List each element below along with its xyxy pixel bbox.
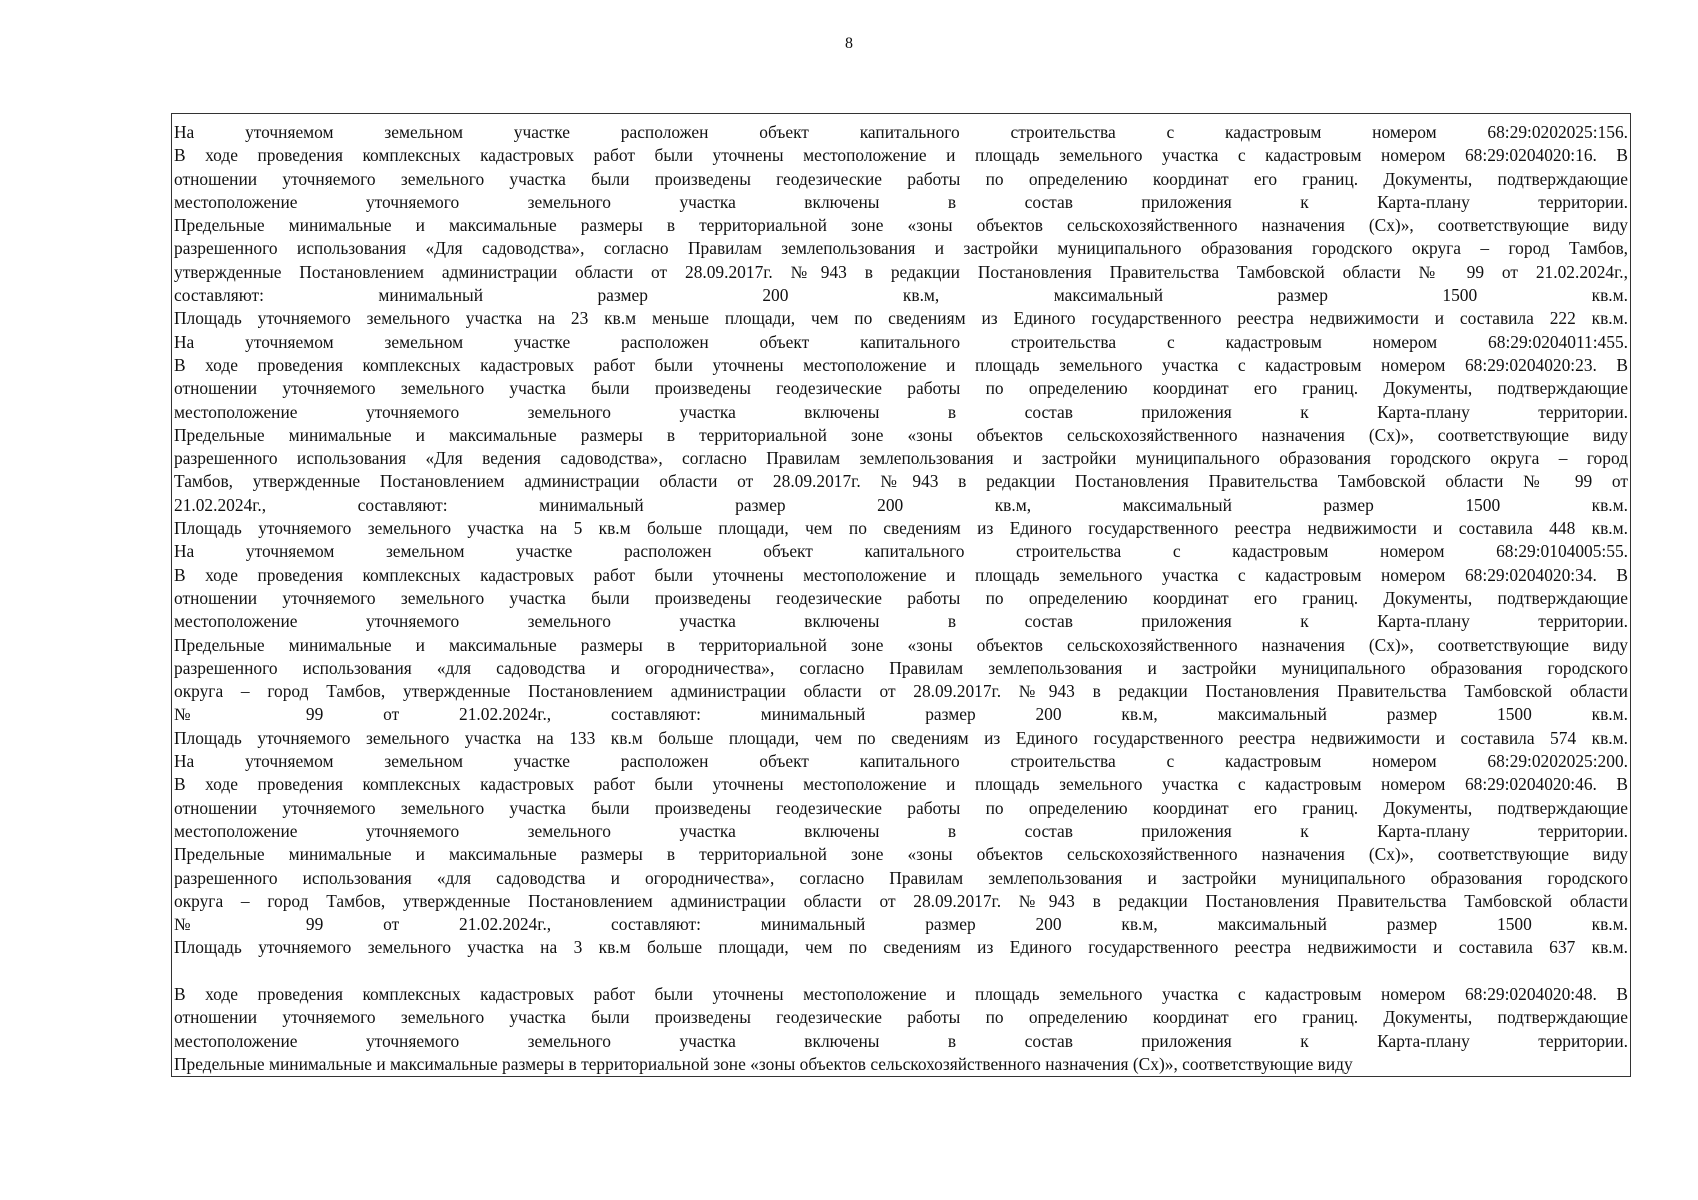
- text-line: Тамбов, утвержденные Постановлением администрации области от 28.09.2017г. №943 в редакции Постановления Правительства Тамбовской области № 99 от: [174, 471, 1628, 492]
- text-line: № 99 от 21.02.2024г., составляют: минимальный размер 200 кв.м, максимальный размер 1500 кв.м.: [174, 704, 1628, 725]
- text-line: округа – город Тамбов, утвержденные Постановлением администрации области от 28.09.2017г. №943 в редакции Постановления Правительства Тамбовской области: [174, 681, 1628, 702]
- text-line: На уточняемом земельном участке расположен объект капитального строительства с кадастровым номером 68:29:0202025:156.: [174, 122, 1628, 142]
- text-line: На уточняемом земельном участке расположен объект капитального строительства с кадастровым номером 68:29:0202025:200.: [174, 751, 1628, 772]
- page-number: 8: [845, 35, 853, 52]
- text-line: Предельные минимальные и максимальные размеры в территориальной зоне «зоны объектов сельскохозяйственного назначения (Сх)», соответствующие виду: [174, 215, 1628, 236]
- text-line: округа – город Тамбов, утвержденные Постановлением администрации области от 28.09.2017г. №943 в редакции Постановления Правительства Тамбовской области: [174, 890, 1628, 911]
- text-line: В ходе проведения комплексных кадастровых работ были уточнены местоположение и площадь земельного участка с кадастровым номером 68:29:0204020:23. В: [174, 354, 1628, 375]
- text-line: местоположение уточняемого земельного участка включены в состав приложения к Карта-плану территории.: [174, 191, 1628, 212]
- text-line: местоположение уточняемого земельного участка включены в состав приложения к Карта-плану территории.: [174, 401, 1628, 422]
- text-line: 21.02.2024г., составляют: минимальный размер 200 кв.м, максимальный размер 1500 кв.м.: [174, 494, 1628, 515]
- text-line: составляют: минимальный размер 200 кв.м, максимальный размер 1500 кв.м.: [174, 285, 1628, 306]
- text-line: На уточняемом земельном участке расположен объект капитального строительства с кадастровым номером 68:29:0104005:55.: [174, 541, 1628, 562]
- text-line: № 99 от 21.02.2024г., составляют: минимальный размер 200 кв.м, максимальный размер 1500 кв.м.: [174, 914, 1628, 935]
- text-line: отношении уточняемого земельного участка были произведены геодезические работы по определению координат его границ. Документы, подтверждающие: [174, 797, 1628, 818]
- text-line: Площадь уточняемого земельного участка на 5 кв.м больше площади, чем по сведениям из Единого государственного реестра недвижимости и составила 448 кв.м.: [174, 518, 1628, 539]
- text-line: разрешенного использования «для садоводства и огородничества», согласно Правилам землепользования и застройки муниципального образования городского: [174, 657, 1628, 678]
- text-line: Предельные минимальные и максимальные размеры в территориальной зоне «зоны объектов сельскохозяйственного назначения (Сх)», соответствующие виду: [174, 634, 1628, 655]
- text-line: В ходе проведения комплексных кадастровых работ были уточнены местоположение и площадь земельного участка с кадастровым номером 68:29:0204020:46. В: [174, 774, 1628, 795]
- blank-line: [174, 960, 1628, 983]
- text-line: отношении уточняемого земельного участка были произведены геодезические работы по определению координат его границ. Документы, подтверждающие: [174, 378, 1628, 399]
- document-text-box: [171, 113, 1631, 1077]
- text-line: разрешенного использования «для садоводства и огородничества», согласно Правилам землепользования и застройки муниципального образования городского: [174, 867, 1628, 888]
- text-line: разрешенного использования «Для ведения садоводства», согласно Правилам землепользования и застройки муниципального образования городского округа – город: [174, 448, 1628, 469]
- text-line: Площадь уточняемого земельного участка на 133 кв.м больше площади, чем по сведениям из Единого государственного реестра недвижимости и составила 574 кв.м.: [174, 727, 1628, 748]
- text-line: В ходе проведения комплексных кадастровых работ были уточнены местоположение и площадь земельного участка с кадастровым номером 68:29:0204020:16. В: [174, 145, 1628, 166]
- text-line: отношении уточняемого земельного участка были произведены геодезические работы по определению координат его границ. Документы, подтверждающие: [174, 587, 1628, 608]
- text-line: отношении уточняемого земельного участка были произведены геодезические работы по определению координат его границ. Документы, подтверждающие: [174, 1007, 1628, 1028]
- text-line: Предельные минимальные и максимальные размеры в территориальной зоне «зоны объектов сельскохозяйственного назначения (Сх)», соответствующие виду: [174, 424, 1628, 445]
- text-line: Предельные минимальные и максимальные размеры в территориальной зоне «зоны объектов сельскохозяйственного назначения (Сх)», соответствующие виду: [174, 1053, 1353, 1074]
- text-line: В ходе проведения комплексных кадастровых работ были уточнены местоположение и площадь земельного участка с кадастровым номером 68:29:0204020:48. В: [174, 983, 1628, 1004]
- text-line: В ходе проведения комплексных кадастровых работ были уточнены местоположение и площадь земельного участка с кадастровым номером 68:29:0204020:34. В: [174, 564, 1628, 585]
- text-line: местоположение уточняемого земельного участка включены в состав приложения к Карта-плану территории.: [174, 1030, 1628, 1051]
- text-line: местоположение уточняемого земельного участка включены в состав приложения к Карта-плану территории.: [174, 820, 1628, 841]
- text-line: Площадь уточняемого земельного участка на 23 кв.м меньше площади, чем по сведениям из Единого государственного реестра недвижимости и составила 222 кв.м.: [174, 308, 1628, 329]
- text-line: местоположение уточняемого земельного участка включены в состав приложения к Карта-плану территории.: [174, 611, 1628, 632]
- text-line: На уточняемом земельном участке расположен объект капитального строительства с кадастровым номером 68:29:0204011:455.: [174, 331, 1628, 352]
- text-line: утвержденные Постановлением администрации области от 28.09.2017г. №943 в редакции Постановления Правительства Тамбовской области № 99 от 21.02.2024г.,: [174, 261, 1628, 282]
- text-line: разрешенного использования «Для садоводства», согласно Правилам землепользования и застройки муниципального образования городского округа – город Тамбов,: [174, 238, 1628, 259]
- text-line: Предельные минимальные и максимальные размеры в территориальной зоне «зоны объектов сельскохозяйственного назначения (Сх)», соответствующие виду: [174, 844, 1628, 865]
- text-line: отношении уточняемого земельного участка были произведены геодезические работы по определению координат его границ. Документы, подтверждающие: [174, 168, 1628, 189]
- text-line: Площадь уточняемого земельного участка на 3 кв.м больше площади, чем по сведениям из Единого государственного реестра недвижимости и составила 637 кв.м.: [174, 937, 1628, 958]
